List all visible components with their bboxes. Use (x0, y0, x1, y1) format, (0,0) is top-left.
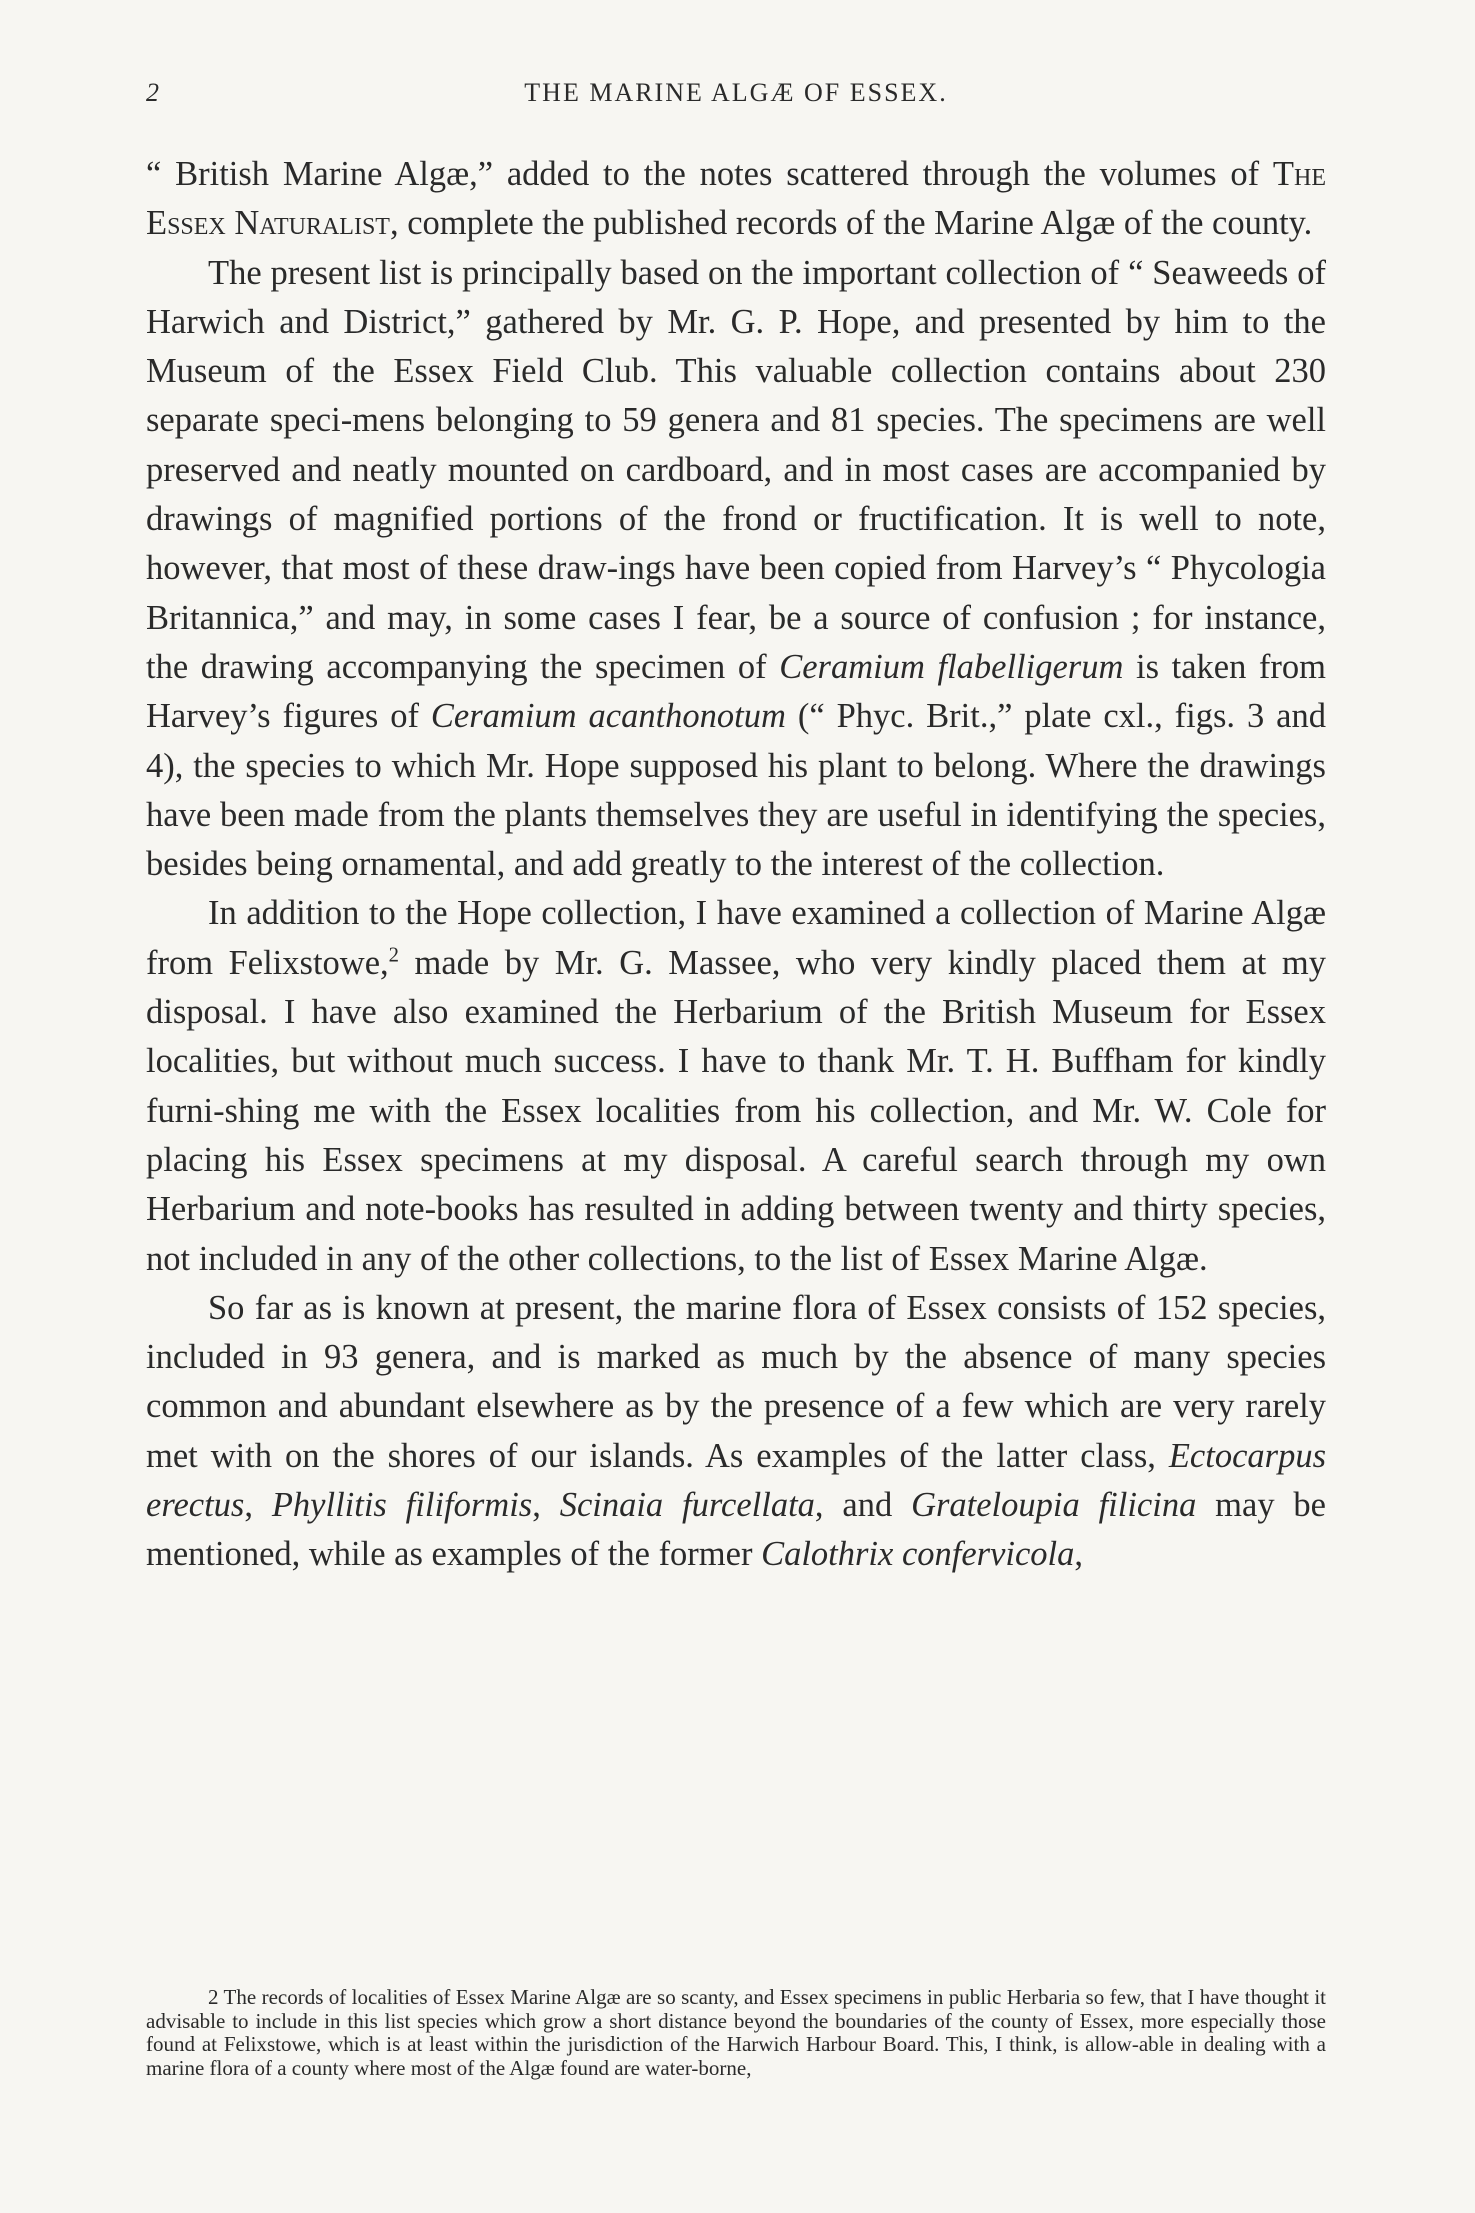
footnote-ref: 2 (388, 944, 399, 967)
species-name: Phyllitis filiformis (271, 1486, 533, 1525)
species-name: Grateloupia filicina (911, 1486, 1197, 1525)
p1-text-b: , complete the published records of the Marine Algæ of the county. (389, 204, 1313, 243)
page-header (146, 78, 1326, 118)
page-number: 2 (146, 78, 161, 107)
journal-title: The Essex Naturalist (146, 155, 1326, 243)
species-name: Ectocarpus erectus (146, 1436, 1326, 1525)
p2-text-c: (“ Phyc. Brit.,” plate cxl., figs. 3 and 4), the species to which Mr. Hope supposed his plant to belong. Where the drawings have been made from the plants themselves they are useful in identifying the species, besides being ornamental, and add greatly to the interest of the collection. (146, 697, 1326, 884)
species-name: Ceramium flabelligerum (779, 647, 1124, 686)
p4-text-d: , and (814, 1486, 912, 1525)
footnote-mark: 2 (208, 1985, 219, 2009)
p3-text-a: In addition to the Hope collection, I have examined a collection of Marine Algæ from Felixstowe, (146, 894, 1326, 982)
paragraph-1 (146, 150, 1326, 249)
species-name: Calothrix confervicola (761, 1535, 1075, 1574)
species-name: Scinaia furcellata (559, 1486, 815, 1525)
paragraph-3 (146, 889, 1326, 1283)
p2-text-b: is taken from Harvey’s figures of (146, 647, 1326, 736)
paragraph-2 (146, 249, 1326, 890)
paragraph-4 (146, 1284, 1326, 1580)
p3-text-b: made by Mr. G. Massee, who very kindly placed them at my disposal. I have also examined the Herbarium of the British Museum for Essex localities, but without much success. I have to thank Mr. T. H. Buffham for kindly furni-shing me with the Essex localities from his collection, and Mr. W. Cole for placing his Essex specimens at my disposal. A careful search through my own Herbarium and note-books has resulted in adding between twenty and thirty species, not included in any of the other collections, to the list of Essex Marine Algæ. (146, 943, 1326, 1278)
p4-text-f: , (1074, 1535, 1084, 1574)
p2-text-a: The present list is principally based on the important collection of “ Seaweeds of Harwich and District,” gathered by Mr. G. P. Hope, and presented by him to the Museum of the Essex Field Club. This valuable collection contains about 230 separate speci-mens belonging to 59 genera and 81 species. The specimens are well preserved and neatly mounted on cardboard, and in most cases are accompanied by drawings of magnified portions of the frond or fructification. It is well to note, however, that most of these draw-ings have been copied from Harvey’s “ Phycologia Britannica,” and may, in some cases I fear, be a source of confusion ; for instance, the drawing accompanying the specimen of (146, 253, 1326, 686)
p4-text-c: , (532, 1486, 560, 1525)
body-text (146, 150, 1326, 1580)
p1-text-a: “ British Marine Algæ,” added to the notes scattered through the volumes of (146, 155, 1273, 193)
p4-text-e: may be mentioned, while as examples of the former (146, 1486, 1326, 1574)
footnote (146, 1986, 1326, 2080)
p4-text-a: So far as is known at present, the marine flora of Essex consists of 152 species, included in 93 genera, and is marked as much by the absence of many species common and abundant elsewhere as by the presence of a few which are very rarely met with on the shores of our islands. As examples of the latter class, (146, 1288, 1326, 1475)
footnotes (146, 1986, 1326, 2080)
p4-text-b: , (244, 1486, 272, 1525)
species-name: Ceramium acanthonotum (430, 697, 786, 736)
footnote-text: The records of localities of Essex Marine Algæ are so scanty, and Essex specimens in public Herbaria so few, that I have thought it advisable to include in this list species which grow a short distance beyond the boundaries of the county of Essex, more especially those found at Felixstowe, which is at least within the jurisdiction of the Harwich Harbour Board. This, I think, is allow-able in dealing with a marine flora of a county where most of the Algæ found are water-borne, (146, 1985, 1326, 2080)
running-title: THE MARINE ALGÆ OF ESSEX. (524, 78, 948, 107)
